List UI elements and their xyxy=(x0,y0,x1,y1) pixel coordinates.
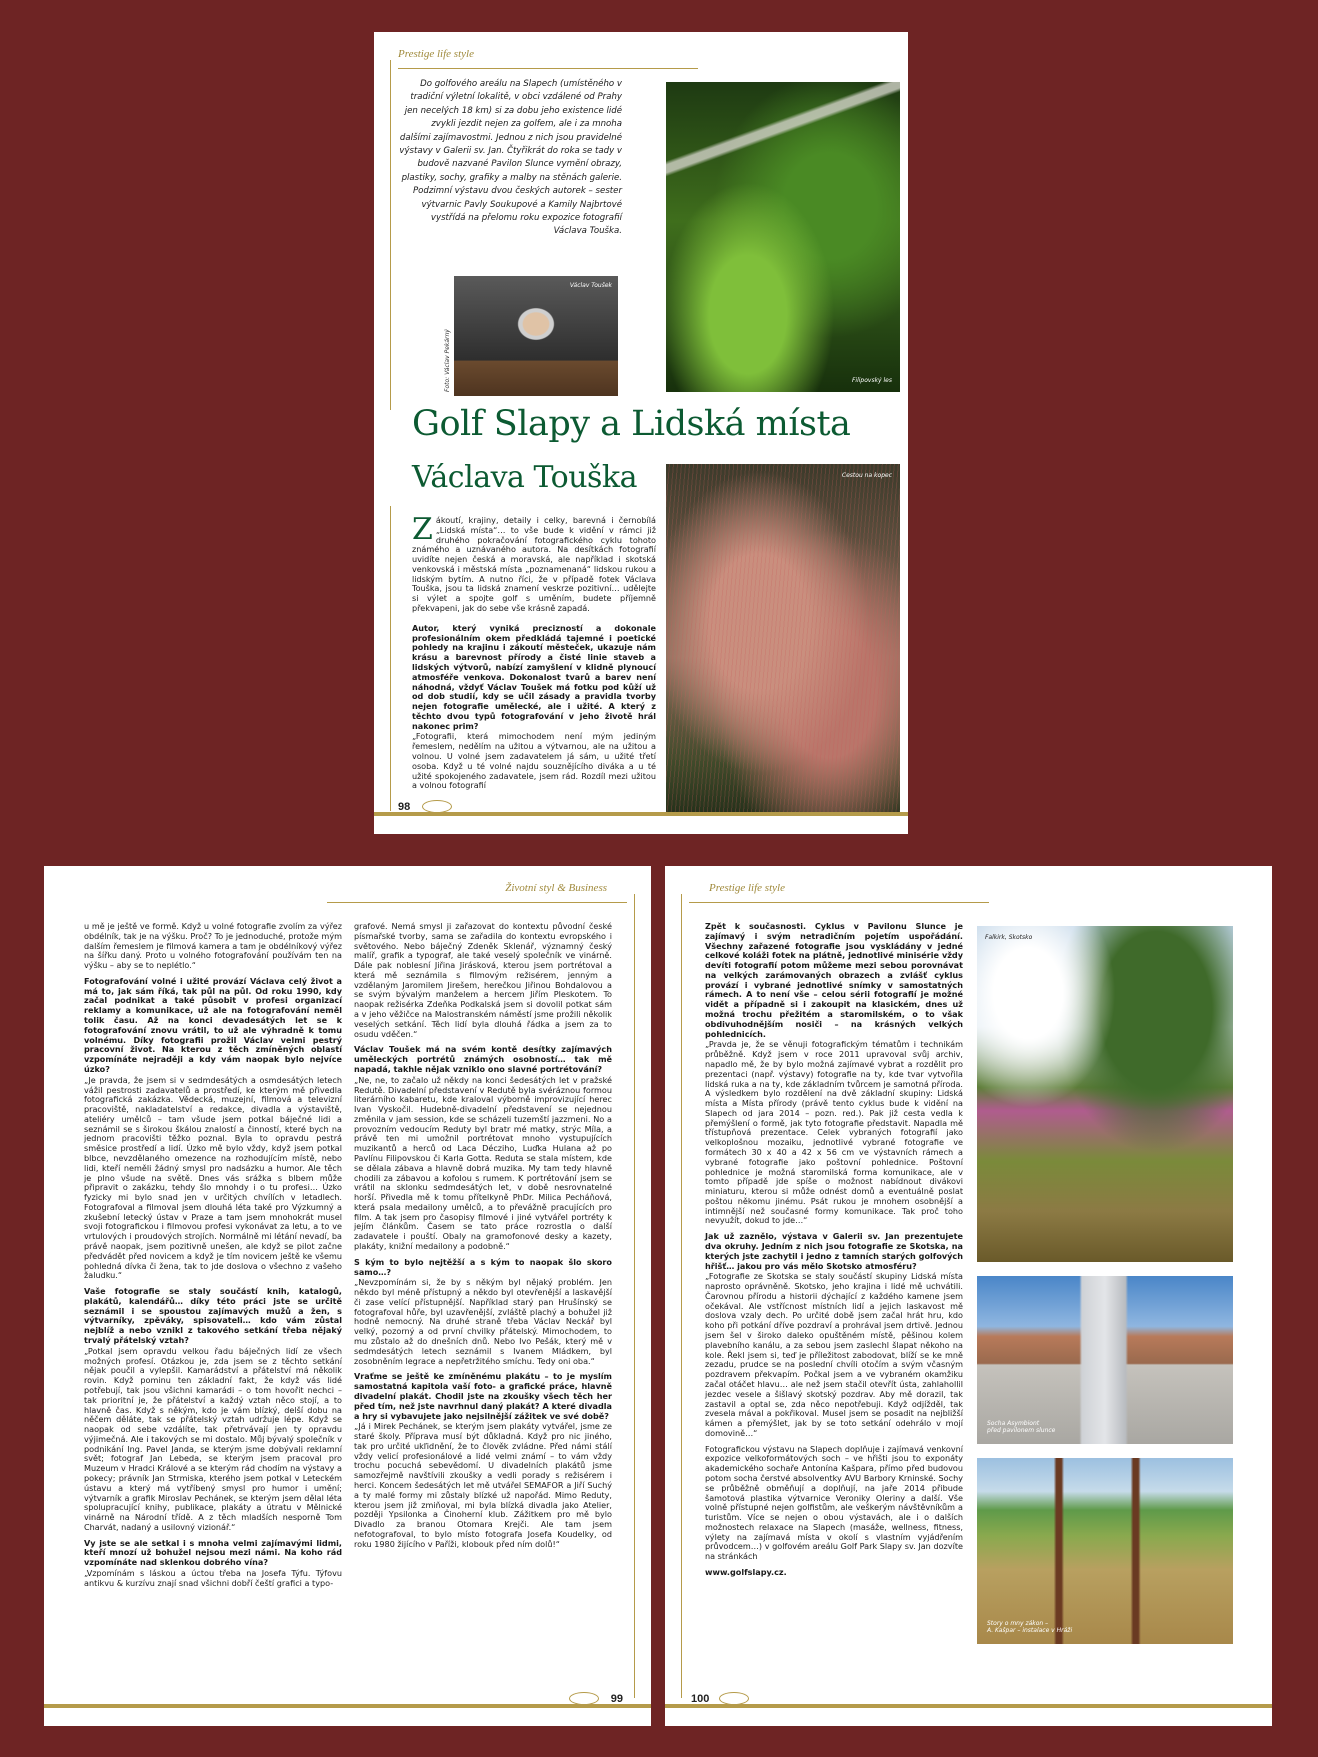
body-paragraph: „Já i Mirek Pechánek, se kterým jsem plakáty vytvářel, jsme ze staré školy. Příprava musí být důkladná. Když pro nic jiného, tak pro určité ukľidnění, že to člověk zvládne. Před námi stálí vždy velicí profesionálové a lidé velmi známí – to vám vždy trochu pocuchá sebevědomí. U divadelních plakátů jsme samozřejmě navštívili zkoušky a vedli porady s režisérem i herci. Koncem šedesátých let mě utvářel SEMAFOR a Jiří Suchý a ty malé formy mi zůstaly blízké už napořád. Mimo Reduty, kterou jsem již zmiňoval, mi byla blízká divadla jako Atelier, později Ypsilonka a Činoherní klub. Zážitkem pro mě bylo Divadlo za branou Otomara Krejči. Ale tam jsem nefotografoval, to bylo místo fotografa Josefa Koudelky, od roku 1980 žijícího v Paříži, klobouk před ním dolů!“ xyxy=(354,1421,612,1549)
page-number: 98 xyxy=(398,801,411,813)
question-paragraph: Fotografování volné i užité provází Václava celý život a má to, jak sám říká, tak půl na půl. Od roku 1990, kdy začal podnikat a také působit v profesi organizací reklamy a komunikace, už ale na fotografování neměl tolik času. Až na konci devadesátých let se k fotografování znovu vrátil, to už ale výhradně k tomu volnému. Díky fotografii prožil Václav velmi pestrý pracovní život. Na kterou z těch zmíněných oblastí vzpomínáte nejraději a kdy vám naopak bylo nejvíce úzko? xyxy=(84,975,342,1074)
magazine-logo xyxy=(569,1692,599,1705)
footer-band xyxy=(374,812,908,816)
body-paragraph: Fotografickou výstavu na Slapech doplňuje i zajímavá venkovní expozice velkoformátových soch – ve hřišti jsou to exponáty akademického sochaře Antonína Kašpara, přímo před budovou potom socha čerstvé absolventky AVU Barbory Krninské. Sochy se průběžně obměňují a doplňují, na jaře 2014 přibude šamotová plastika výtvarnice Veroniky Oleriny a další. Vše volně přístupné nejen golfistům, ale veškerým návštěvníkům a turistům. Více se nejen o obou výstavách, ale i o dalších možnostech relaxace na Slapech (masáže, wellness, fitness, výlety na zajímavá místa v okolí s vlastním vyjádřením průvodcem…) v golfovém areálu Golf Park Slapy sv. Jan dozvíte na stránkách xyxy=(705,1443,963,1562)
page-number: 99 xyxy=(610,1693,623,1705)
photo-caption xyxy=(987,1620,1072,1634)
caption-line: před pavilonem slunce xyxy=(987,1426,1056,1434)
header-rule xyxy=(327,902,627,903)
photo-credit: Foto: Václav Pekárný xyxy=(444,329,451,392)
body-paragraph: „Pravda je, že se věnuji fotografickým tématům i technikám průběžně. Když jsem v roce 2011 upravoval svůj archiv, napadlo mě, že by bylo možná zajímavé vybrat a rozdělit pro prezentaci (např. výstavy) fotografie na ty, kde tvar vytvořila lidská ruka a na ty, kde základním tvůrcem je samotná příroda. A výsledkem bylo rozdělení na dvě základní skupiny: Lidská místa a Místa přírody (právě tento cyklus bude k vidění na Slapech od jara 2014 – pozn. red.). Pak již cesta vedla k přemýšlení o formě, jak tyto fotografie představit. Napadla mě třístupňová prezentace. Celek vybraných fotografií jako velkoplošnou mozaiku, jednotlivé vybrané fotografie ve formátech 30 x 40 a 42 x 56 cm ve výstavních rámech a vybrané fotografie jako poštovní pohlednice. Poštovní pohlednice je možná staromilská forma komunikace, ale v tomto případě jde spíše o možnost nabídnout divákovi miniaturu, kterou si může odnést domů a eventuálně poslat poštou někomu jinému. Psát rukou je mnohem osobnější a intimnější než současné formy komunikace. Tak proč toho nevyužít, dokud to jde…“ xyxy=(705,1039,963,1226)
article-column xyxy=(412,512,656,797)
falkirk-photo xyxy=(977,926,1233,1262)
grass-photo xyxy=(666,464,900,816)
portrait-caption: Václav Toušek xyxy=(569,282,612,289)
running-head: Prestige life style xyxy=(398,48,474,60)
caption-line: A. Kašpar – instalace v Hráži xyxy=(987,1626,1073,1634)
sculpture-photo xyxy=(977,1276,1233,1444)
intro-paragraph: ákoutí, krajiny, detaily i celky, barevná i černobílá „Lidská místa“… to vše bude k vidění v rámci již druhého pokračování fotografického cyklu tohoto známého a uznávaného autora. Na desítkách fotografií uvidíte nejen česká a moravská, ale například i skotská venkovská i městská místa „poznamenaná“ lidskou rukou a lidským bytím. A nutno říci, že v případě fotek Václava Touška, jsou ta lidská znamení veskrze pozitivní… udělejte si výlet a spojte golf s uměním, budete příjemně překvapeni, jak do sebe vše krásně zapadá. xyxy=(412,515,656,614)
margin-rule xyxy=(390,60,391,410)
question-paragraph: Vraťme se ještě ke zmíněnému plakátu – to je myslím samostatná kapitola vaší foto- a grafické práce, hlavně divadelní plakát. Chodil jste na zkoušky všech těch her před tím, než jste navrhnul daný plakát? A které divadla a hry si vybavujete jako nejsilnější zážitek ve své době? xyxy=(354,1371,612,1421)
dropcap: Z xyxy=(412,512,433,547)
page-98 xyxy=(374,32,908,834)
caption-line: Story o mny zákon – xyxy=(987,1619,1049,1627)
header-rule xyxy=(398,68,698,69)
body-paragraph: „Je pravda, že jsem si v sedmdesátých a osmdesátých letech vážil pestrosti zadavatelů a prostředí, ke kterým mě přivedla fotografická zakázka. Vědecká, muzejní, filmová a televizní pracoviště, nakladatelství a redakce, divadla a výstaviště, ateliéry umělců – tam všude jsem potkal báječné lidi a seznámil se s širokou škálou znalostí a činností, které bych na jednom pracovišti těžko poznal. Byla to opravdu pestrá směsice prostředí a lidí. Úzko mě bylo vždy, když jsem potkal blbce, nevzdělaného omezence na rozhodujícím místě, nebo lidi, kteří neměli žádný smysl pro nadsázku a humor. Ale těch je plno všude na světě. Dnes vás srážka s blbem může připravit o zakázku, tehdy šlo mnohdy i o tu profesi… Úzko fyzicky mi bylo snad jen v určitých chvílích v letadlech. Fotografoval a filmoval jsem dlouhá léta také pro Výzkumný a zkušební letecký ústav v Praze a tam jsem mnohokrát musel svoji fotografickou i filmovou profesi vykonávat za letu, a to ve vrtulových i proudových strojích. Normálně mi létání nevadí, ba právě naopak, jsem pozitivně unešen, ale když se pilot začne předvádět před novicem a když je tím novicem ještě ke všemu pohledná dívka či žena, tak to jde doslova o všechno z vašeho žaludku.“ xyxy=(84,1074,342,1281)
body-paragraph: „Potkal jsem opravdu velkou řadu báječných lidí ze všech možných profesí. Otázkou je, zda jsem se z těchto setkání nějak poučil a vylepšil. Kamarádství a přátelství má několik rovin. Když pominu ten základní fakt, že když vás lidé potřebují, tak jsou všichni kamarádi – o tom hovořit nechci – tak prioritní je, že přátelství a každý vztah něco stojí, a to hlavně čas. Když s někým, kdo je vám blízký, delší dobu na něčem děláte, tak se přátelský vztah udržuje lépe. Když se naopak od sebe vzdálíte, tak přetrvávají jen ty opravdu výjimečná. Ale i takových se mi dostalo. Můj bývalý společník v podnikání Ing. Pavel Janda, se kterým jsme dobývali reklamní svět; fotograf Jan Lebeda, se kterým jsem pracoval pro Muzeum v Hradci Králové a se kterým rád chodím na výstavy a pokecy; právník Jan Strmiska, kterého jsem potkal v Leteckém ústavu a který má vytříbený smysl pro humor i umění; výtvarník a grafik Miroslav Pechánek, se kterým jsem dělal léta spolupracující knihy, publikace, plakáty a útratu v Mělnické vinárně na Národní třídě. A z těch mladších nesporně Tom Charvát, nadaný a usilovný vizionář.“ xyxy=(84,1345,342,1532)
body-paragraph: u mě je ještě ve formě. Když u volné fotografie zvolím za výřez obdélník, tak je na výšku. Proč? To je jednoduché, protože mým dalším řemeslem je filmová kamera a tam je obdélníkový výřez na šířku daný. Proto u volného fotografování používám ten na výšku – aby se to neplétlo.“ xyxy=(84,921,342,971)
header-rule xyxy=(689,902,989,903)
magazine-logo xyxy=(422,800,452,813)
question-paragraph: S kým to bylo nejtěžší a s kým to naopak šlo skoro samo…? xyxy=(354,1256,612,1277)
body-paragraph: „Nevzpomínám si, že by s někým byl nějaký problém. Jen někdo byl méně přístupný a někdo byl otevřenější a laskavější či zase velící přístupnější. Například starý pan Hrušínský se fotografoval hůře, byl uzavřenější, zvláště plachý a bohužel již hodně nemocný. Na druhé straně třeba Václav Neckář byl velký, pozorný a od první chvilky přátelský. Mimochodem, to mu zůstalo až do dnešních dnů. Nebo Ivo Pešák, který mě v sedmdesátých letech seznámil s Ivanem Mládkem, byl zosobněním legrace a nepřetržitého smíchu. Tedy oni oba.“ xyxy=(354,1277,612,1366)
article-column xyxy=(705,922,963,1579)
margin-rule xyxy=(634,894,635,1698)
question-paragraph: Vy jste se ale setkal i s mnoha velmi zajímavými lidmi, kteří mnozí už bohužel nejsou mezi námi. Na koho rád vzpomínáte nad sklenkou dobrého vína? xyxy=(84,1537,342,1568)
question-paragraph: Zpět k současnosti. Cyklus v Pavilonu Slunce je zajímavý i svým netradičním pojetím uspořádání. Všechny zařazené fotografie jsou vyskládány v jedné celkové koláži fotek na plátně, jednotlivé minisérie vždy devíti fotografií potom můžeme mezi sebou porovnávat na velkých zarámovaných obrazech a zvlášť cyklus provází i vybrané jednotlivé snímky v samostatných rámech. A to není vše – celou sérii fotografií je možné vidět a případně si i zakoupit na klasickém, dnes už možná trochu přežitém a staromilském, o to však obdivuhodnějším nosiči – na krásných velkých pohlednicích. xyxy=(705,921,963,1039)
caption-line: Socha Asymbiont xyxy=(987,1419,1040,1427)
lead-paragraph: Do golfového areálu na Slapech (umístěného v tradiční výletní lokalitě, v obci vzdálené od Prahy jen necelých 18 km) si za dobu jeho existence lidé zvykli jezdit nejen za golfem, ale i za mnoha dalšími zajímavostmi. Jednou z nich jsou pravidelné výstavy v Galerii sv. Jan. Čtyřikrát do roka se tady v budově nazvané Pavilon Slunce vymění obrazy, plastiky, sochy, grafiky a malby na stěnách galerie. Podzimní výstavu dvou českých autorek – sester výtvarnic Pavly Soukupové a Kamily Najbrtové vystřídá na přelomu roku expozice fotografií Václava Touška. xyxy=(399,79,622,237)
body-paragraph: grafové. Nemá smysl ji zařazovat do kontextu původní české písmařské tvorby, sama se zařadila do kontextu evropského i světového. Nebo báječný Zdeněk Sklenář, významný český malíř, grafik a typograf, ale také veselý společník ve vinárně. Dále pak noblesní Jiřina Jirásková, kterou jsem portrétoval a která mě seznámila s filmovým režisérem, jenným a vzdělaným Jaromilem Jirešem, herečkou Jiřinou Bohdalovou a se svým bývalým manželem a hercem Jiřím Pleskotem. To naopak režisérka Zdeňka Podkalská jsem si dovolil potkat sám a v jeho věžičce na Malostranském náměstí jsme prožili několik veselých setkání. Těch lidí byla dlouhá řádka a jsem za to osudu vděčen.“ xyxy=(354,921,612,1039)
body-paragraph: „Fotografie ze Skotska se staly součástí skupiny Lidská místa naprosto oprávněně. Skotsko, jeho krajina i lidé mě uchvátili. Čarovnou přírodu a historii dýchající z každého kamene jsem očekával. Ale vstřícnost místních lidí a jejich laskavost mě doslova vzaly dech. Po určité době jsem začal hrát hru, kdo koho při potkání dříve pozdraví a prohrával jsem drtivě. Jednou jsem šel v široko daleko opuštěném místě, pěšinou kolem plavebního kanálu, a za sebou jsem zaslechl šlapat někoho na kole. Řekl jsem si, teď je příležitost zabodovat, blíží se ke mně zezadu, prudce se na poslední chvíli otočím a svým včasným pozdravem překvapím. Počkal jsem a ve vybraném okamžiku začal otáčet hlavu… ale než jsem stačil otevřít ústa, zahlahollil jezdec vesele a šišlavý skotský pozdrav. Aby mě dorazil, tak zastavil a optal se, zda něco nepotřebuji. Když odjížděl, tak zvesela mával a pokřikoval. Musel jsem se posadit na nejbližší kámen a přemýšlet, jak by se toto setkání odehrálo v mojí domovině…“ xyxy=(705,1271,963,1438)
question-paragraph: Jak už zaznělo, výstava v Galerii sv. Jan prezentujete dva okruhy. Jedním z nich jsou fotografie ze Skotska, na kterých jste zachytil i jedno z tamních starých golfových hřišť… jakou pro vás mělo Skotsko atmosféru? xyxy=(705,1231,963,1271)
answer-paragraph: „Fotografii, která mimochodem není mým jediným řemeslem, nedělím na užitou a výtvarnou, ale na užitou a volnou. U volné jsem zadavatelem já sám, u užité třetí osoba. Když u té volné najdu souznějícího diváka a u té užité spokojeného zadavatele, jsem rád. Rozdíl mezi užitou a volnou fotografií xyxy=(412,731,656,791)
article-subtitle: Václava Touška xyxy=(412,460,637,495)
article-column-2 xyxy=(354,922,612,1555)
page-number: 100 xyxy=(691,1693,710,1705)
golf-course-photo xyxy=(977,1458,1233,1644)
page-100 xyxy=(665,866,1272,1726)
running-head: Životní styl & Business xyxy=(505,882,607,894)
article-title: Golf Slapy a Lidská místa xyxy=(412,404,851,444)
running-head: Prestige life style xyxy=(709,882,785,894)
margin-rule xyxy=(390,506,391,811)
question-paragraph: Václav Toušek má na svém kontě desítky zajímavých uměleckých portrétů známých osobností… tak mě napadá, takhle nějak vzniklo ono slavné portrétování? xyxy=(354,1044,612,1074)
magazine-logo xyxy=(719,1692,749,1705)
margin-rule xyxy=(681,894,682,1698)
photo-caption xyxy=(987,1420,1055,1434)
article-column-1 xyxy=(84,922,342,1595)
body-paragraph: „Vzpomínám s láskou a úctou třeba na Josefa Týfu. Týfovu antikvu & kurzívu znají snad všichni dobří čeští grafici a typo- xyxy=(84,1568,342,1588)
photo-caption: Cestou na kopec xyxy=(841,472,892,479)
forest-photo xyxy=(666,82,900,392)
footer-band xyxy=(665,1704,1272,1708)
body-paragraph: „Ne, ne, to začalo už někdy na konci šedesátých let v pražské Redutě. Divadelní představení v Redutě byla svéráznou formou literárního kabaretu, kde kraloval výborně improvizující herec Ivan Vyskočil. Hudebně-divadelní představení se nejednou změnila v jam session, kde se scházeli tuzemští jazzmeni. No a provozním vedoucím Reduty byl bratr mé matky, strýc Míla, a právě ten mi umožnil portrétovat mnoho vystupujících muzikantů a herců od Laca Décziho, Luďka Hulana až po Pavlínu Filipovskou či Karla Gotta. Reduta se stala místem, kde se dělala zábava a hlavně dobrá muzika. My tam tedy hlavně chodili za zábavou a kofolou s rumem. K portrétování jsem se vrátil na sklonku sedmdesátých let, v době nesrovnatelné horší. Přivedla mě k tomu přítelkyně PhDr. Milica Pecháňová, která psala medailony umělců, a to převážně pracujících pro film. A tak jsem pro časopisy filmové i jiné vytvářel portréty k jejím článkům. Časem se tato práce rozrostla o další zadavatele i pouští. Obaly na gramofonové desky a kazety, plakáty, knižní medailony a podobně.“ xyxy=(354,1074,612,1251)
question-paragraph: www.golfslapy.cz. xyxy=(705,1567,787,1577)
question-paragraph: Vaše fotografie se staly součástí knih, katalogů, plakátů, kalendářů… díky této práci jste se určitě seznámil i se spoustou zajímavých mužů a žen, s výtvarníky, zpěváky, spisovateli… kdo vám zůstal nejblíž a nebo vznikl z takového setkání třeba nějaký trvalý přátelský vztah? xyxy=(84,1286,342,1346)
photo-caption: Filipovský les xyxy=(851,376,892,384)
footer-band xyxy=(44,1704,651,1708)
question-paragraph: Autor, který vyniká precizností a dokonale profesionálním okem předkládá tajemné i poetické pohledy na krajinu i zákoutí městeček, ukazuje nám krásu a barevnost přírody a čisté linie staveb a lidských výtvorů, nabízí zamyšlení v klidně plynoucí atmosféře venkova. Dokonalost tvarů a barev není náhodná, vždyť Václav Toušek má fotku pod kůží už od dob studií, kdy se učil zásady a pravidla tvorby nejen fotografie umělecké, ale i užité. A který z těchto dvou typů fotografování v jeho životě hrál nakonec prim? xyxy=(412,622,656,731)
portrait-photo xyxy=(454,276,618,396)
page-99 xyxy=(44,866,651,1726)
photo-caption: Falkirk, Skotsko xyxy=(985,934,1033,941)
